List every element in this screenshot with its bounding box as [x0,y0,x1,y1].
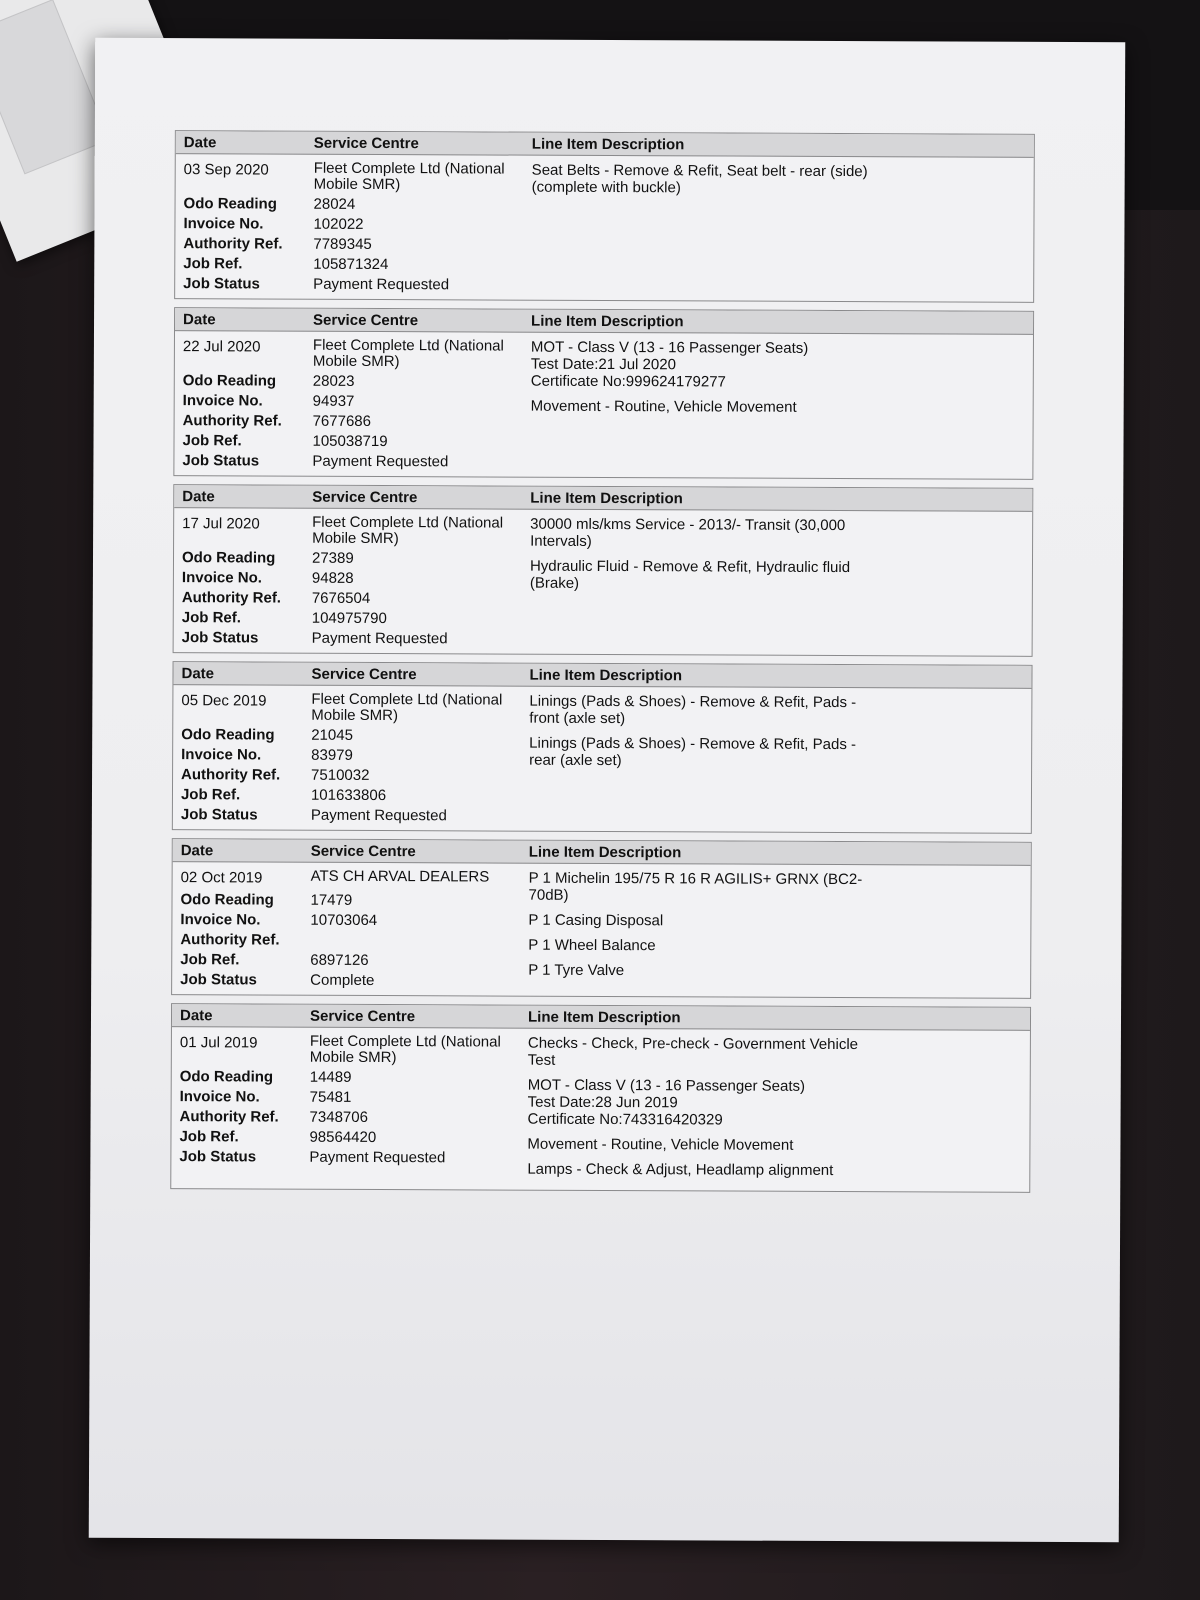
date-value: 05 Dec 2019 [181,692,267,710]
line-item: Hydraulic Fluid - Remove & Refit, Hydraulic fluid (Brake) [529,557,851,592]
line-item: Linings (Pads & Shoes) - Remove & Refit, Pads - rear (axle set) [529,734,857,770]
invoice-label: Invoice No. [179,1088,260,1106]
authority-label: Authority Ref. [181,589,282,607]
service-centre-header: Service Centre [313,311,419,330]
record-header [175,308,1033,335]
service-records [170,130,1035,1201]
authority-value [310,931,528,952]
odo-label: Odo Reading [180,891,274,909]
line-item: Movement - Routine, Vehicle Movement [527,1135,794,1154]
authority-row [174,588,530,610]
line-item: P 1 Casing Disposal [528,911,664,930]
date-header: Date [179,1007,213,1025]
line-item: P 1 Tyre Valve [528,961,625,980]
record-details [175,160,532,296]
line-item: 30000 mls/kms Service - 2013/- Transit (30,000 Intervals) [530,515,846,550]
date-value: 22 Jul 2020 [182,338,261,356]
invoice-row [173,745,529,767]
authority-row [173,765,529,787]
odo-value: 27389 [311,549,354,567]
line-items [531,162,1034,298]
service-record [174,130,1035,303]
record-details [171,1033,528,1186]
authority-row [172,930,528,952]
job-status-row [173,805,529,827]
authority-label: Authority Ref. [182,412,282,430]
line-item: MOT - Class V (13 - 16 Passenger Seats) Test Date:21 Jul 2020 Certificate No:999624179277 [530,338,809,391]
service-record [173,307,1034,480]
date-value: 01 Jul 2019 [179,1034,258,1052]
invoice-label: Invoice No. [181,746,262,764]
date-header: Date [183,134,217,152]
job-status-label: Job Status [179,1148,257,1166]
line-item-header: Line Item Description [530,489,683,508]
service-centre-header: Service Centre [309,1007,416,1026]
line-items [527,1035,1030,1188]
line-items [530,516,1033,652]
invoice-label: Invoice No. [181,569,262,587]
job-status-value: Payment Requested [309,1148,446,1167]
job-ref-label: Job Ref. [180,951,240,969]
date-header: Date [180,842,214,860]
job-status-label: Job Status [183,275,260,293]
record-header [173,839,1031,866]
record-header [174,485,1032,512]
date-row [173,868,529,890]
authority-label: Authority Ref. [180,931,280,949]
job-status-value: Payment Requested [312,452,449,471]
service-centre-header: Service Centre [313,134,419,153]
invoice-row [172,910,528,932]
date-header: Date [181,665,215,683]
job-ref-row [173,785,529,807]
job-status-value: Complete [310,971,375,989]
odo-label: Odo Reading [182,372,277,390]
odo-label: Odo Reading [183,195,277,213]
record-body [174,331,1033,479]
document-sheet [89,38,1126,1542]
job-ref-row [174,431,530,453]
job-ref-label: Job Ref. [181,609,241,627]
invoice-value: 102022 [313,215,364,233]
job-ref-value: 6897126 [310,951,369,969]
record-body [171,1027,1030,1192]
invoice-row [175,391,531,413]
line-item: Seat Belts - Remove & Refit, Seat belt - rear (side) (complete with buckle) [531,161,868,197]
service-centre-header: Service Centre [310,842,416,861]
odo-value: 21045 [311,726,353,744]
job-ref-label: Job Ref. [180,786,241,804]
odo-label: Odo Reading [179,1068,274,1086]
date-row [173,691,529,725]
service-record [172,661,1033,834]
invoice-row [174,568,530,590]
line-items [528,870,1031,994]
record-body [172,862,1031,998]
job-status-label: Job Status [180,806,258,824]
service-record [170,1003,1031,1193]
date-row [175,337,531,371]
record-body [175,154,1034,302]
invoice-value: 75481 [309,1088,352,1106]
invoice-row [175,214,531,236]
authority-value: 7677686 [312,412,372,430]
job-status-label: Job Status [181,629,259,647]
service-record [171,838,1032,999]
line-item-header: Line Item Description [531,312,684,331]
authority-value: 7348706 [309,1108,369,1126]
line-item: Movement - Routine, Vehicle Movement [530,397,797,416]
record-details [174,514,531,650]
job-status-value: Payment Requested [313,275,450,294]
invoice-label: Invoice No. [182,392,263,410]
line-item-header: Line Item Description [531,135,685,154]
job-ref-row [175,254,531,276]
date-value: 03 Sep 2020 [183,161,269,179]
date-row [172,1033,528,1067]
job-status-row [174,628,530,650]
odo-label: Odo Reading [181,726,275,744]
record-body [173,685,1032,833]
odo-value: 14489 [309,1068,352,1086]
line-item-header: Line Item Description [529,666,683,685]
date-header: Date [182,488,215,506]
job-status-row [171,1147,527,1169]
odo-value: 28023 [312,372,355,390]
date-value: 02 Oct 2019 [180,869,263,887]
record-header [173,662,1031,689]
authority-row [175,234,531,256]
odo-row [175,371,531,393]
odo-row [174,548,530,570]
odo-row [173,725,529,747]
authority-row [175,411,531,433]
job-status-row [175,274,531,296]
line-items [529,693,1032,829]
date-row [176,160,532,194]
job-ref-value: 105871324 [313,255,389,274]
job-status-label: Job Status [180,971,257,989]
job-ref-value: 104975790 [311,609,387,628]
service-centre-header: Service Centre [312,488,418,507]
job-ref-label: Job Ref. [182,432,242,450]
job-ref-label: Job Ref. [183,255,243,273]
authority-label: Authority Ref. [179,1108,279,1126]
date-value: 17 Jul 2020 [182,515,260,533]
line-item: P 1 Wheel Balance [528,936,656,955]
job-status-label: Job Status [182,452,260,470]
corner-paper-box [0,0,110,174]
record-header [176,131,1034,158]
job-ref-row [174,608,530,630]
date-header: Date [183,311,216,329]
line-item: Checks - Check, Pre-check - Government Vehicle Test [527,1034,859,1069]
authority-value: 7510032 [311,766,370,784]
record-header [172,1004,1030,1031]
service-centre-value: Fleet Complete Ltd (National Mobile SMR) [312,336,504,371]
record-details [173,691,530,827]
service-centre-value: ATS CH ARVAL DEALERS [310,867,490,886]
odo-label: Odo Reading [181,549,276,567]
job-status-value: Payment Requested [311,629,448,648]
date-row [174,514,530,548]
job-ref-value: 101633806 [310,786,387,805]
odo-row [176,194,532,216]
invoice-value: 94828 [311,569,354,587]
record-details [174,337,531,473]
job-ref-label: Job Ref. [179,1128,239,1146]
authority-label: Authority Ref. [181,766,281,784]
service-centre-value: Fleet Complete Ltd (National Mobile SMR) [311,690,503,725]
line-item: Linings (Pads & Shoes) - Remove & Refit, Pads - front (axle set) [529,692,857,728]
invoice-label: Invoice No. [180,911,261,929]
job-ref-value: 105038719 [312,432,388,451]
job-status-row [174,451,530,473]
line-item: Lamps - Check & Adjust, Headlamp alignment [527,1160,834,1179]
record-details [172,868,529,992]
record-body [174,508,1033,656]
service-centre-value: Fleet Complete Ltd (National Mobile SMR) [312,513,504,548]
job-ref-row [172,950,528,972]
line-item: MOT - Class V (13 - 16 Passenger Seats) Test Date:28 Jun 2019 Certificate No:743316420329 [527,1076,806,1129]
odo-value: 17479 [310,891,353,909]
invoice-value: 83979 [311,746,353,764]
service-centre-value: Fleet Complete Ltd (National Mobile SMR) [309,1032,501,1067]
odo-row [172,890,528,912]
authority-value: 7789345 [313,235,372,253]
invoice-value: 94937 [312,392,355,410]
invoice-label: Invoice No. [183,215,264,233]
odo-value: 28024 [313,195,356,213]
service-centre-value: Fleet Complete Ltd (National Mobile SMR) [313,159,505,194]
job-ref-value: 98564420 [309,1128,377,1146]
service-centre-header: Service Centre [311,665,417,684]
job-ref-row [171,1127,527,1149]
invoice-value: 10703064 [310,911,378,929]
job-status-value: Payment Requested [310,806,447,825]
job-status-row [172,970,528,992]
invoice-row [172,1087,528,1109]
service-record [173,484,1034,657]
authority-row [172,1107,528,1129]
line-items [530,339,1033,475]
line-item-header: Line Item Description [527,1008,681,1027]
line-item: P 1 Michelin 195/75 R 16 R AGILIS+ GRNX (BC2-70dB) [528,869,863,904]
authority-label: Authority Ref. [183,235,283,253]
line-item-header: Line Item Description [528,843,682,862]
authority-value: 7676504 [311,589,371,607]
odo-row [172,1067,528,1089]
